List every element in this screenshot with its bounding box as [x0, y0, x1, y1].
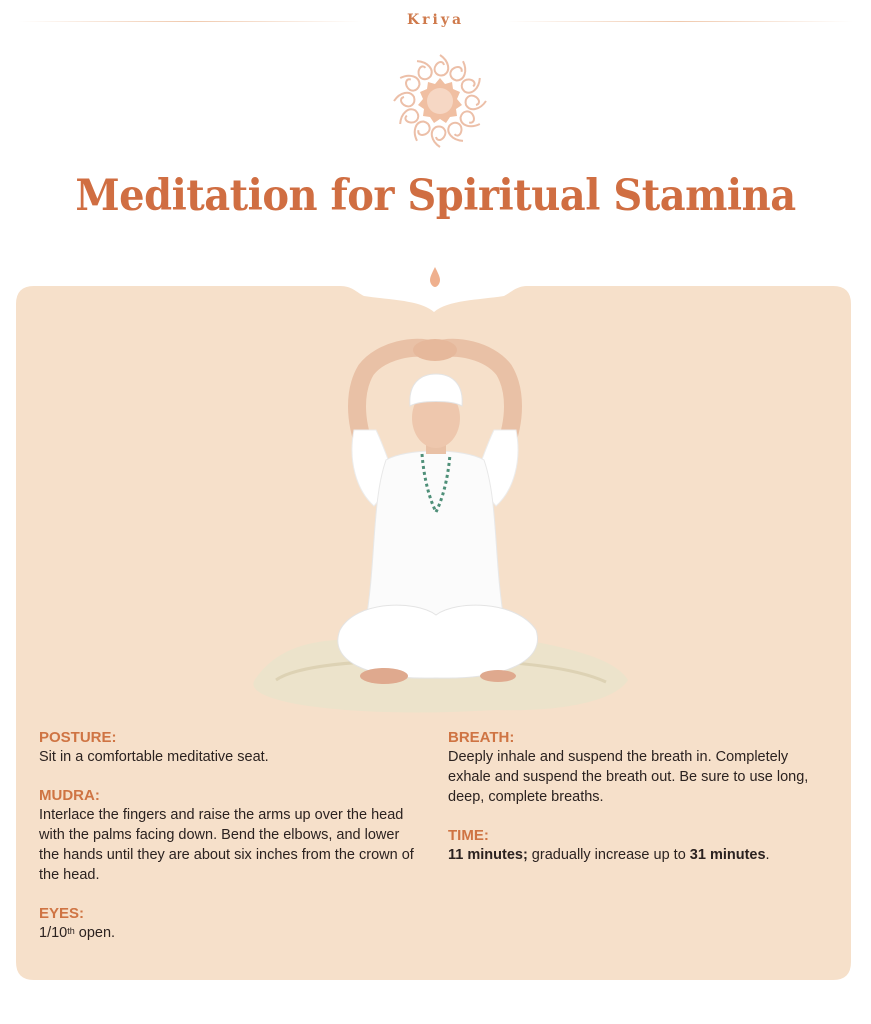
eyes-fraction: 1/10: [39, 925, 68, 941]
right-column: [448, 728, 832, 884]
meditation-figure-image: [236, 330, 630, 714]
time-max: 31 minutes: [689, 847, 766, 863]
posture-section: [39, 728, 423, 767]
time-heading: TIME:: [448, 827, 489, 844]
section-label: Kriya: [406, 12, 465, 28]
eyes-suffix: open.: [74, 925, 116, 941]
left-column: [39, 728, 423, 962]
eyes-section: [39, 904, 423, 943]
time-middle: gradually increase up to: [527, 847, 690, 863]
time-text: [448, 845, 832, 865]
time-section: [448, 826, 832, 865]
eyes-superscript: th: [67, 926, 75, 936]
breath-text: Deeply inhale and suspend the breath in. Completely exhale and suspend the breath out. Be sure to use long, deep, complete breaths.: [448, 749, 809, 805]
posture-text: Sit in a comfortable meditative seat.: [39, 749, 269, 765]
mudra-text: Interlace the fingers and raise the arms up over the head with the palms facing down. Bend the elbows, and lower the hands until they are about six inches from the crown of the head.: [39, 807, 414, 883]
breath-heading: BREATH:: [448, 729, 515, 746]
posture-heading: POSTURE:: [39, 729, 117, 746]
mudra-section: [39, 786, 423, 885]
mudra-heading: MUDRA:: [39, 787, 100, 804]
time-start: 11 minutes;: [448, 847, 528, 863]
eyes-heading: EYES:: [39, 905, 85, 922]
drop-ornament-icon: [429, 266, 441, 288]
page-title: Meditation for Spiritual Stamina: [75, 170, 796, 221]
time-end: .: [765, 847, 770, 863]
eyes-text: [39, 923, 423, 943]
breath-section: [448, 728, 832, 807]
